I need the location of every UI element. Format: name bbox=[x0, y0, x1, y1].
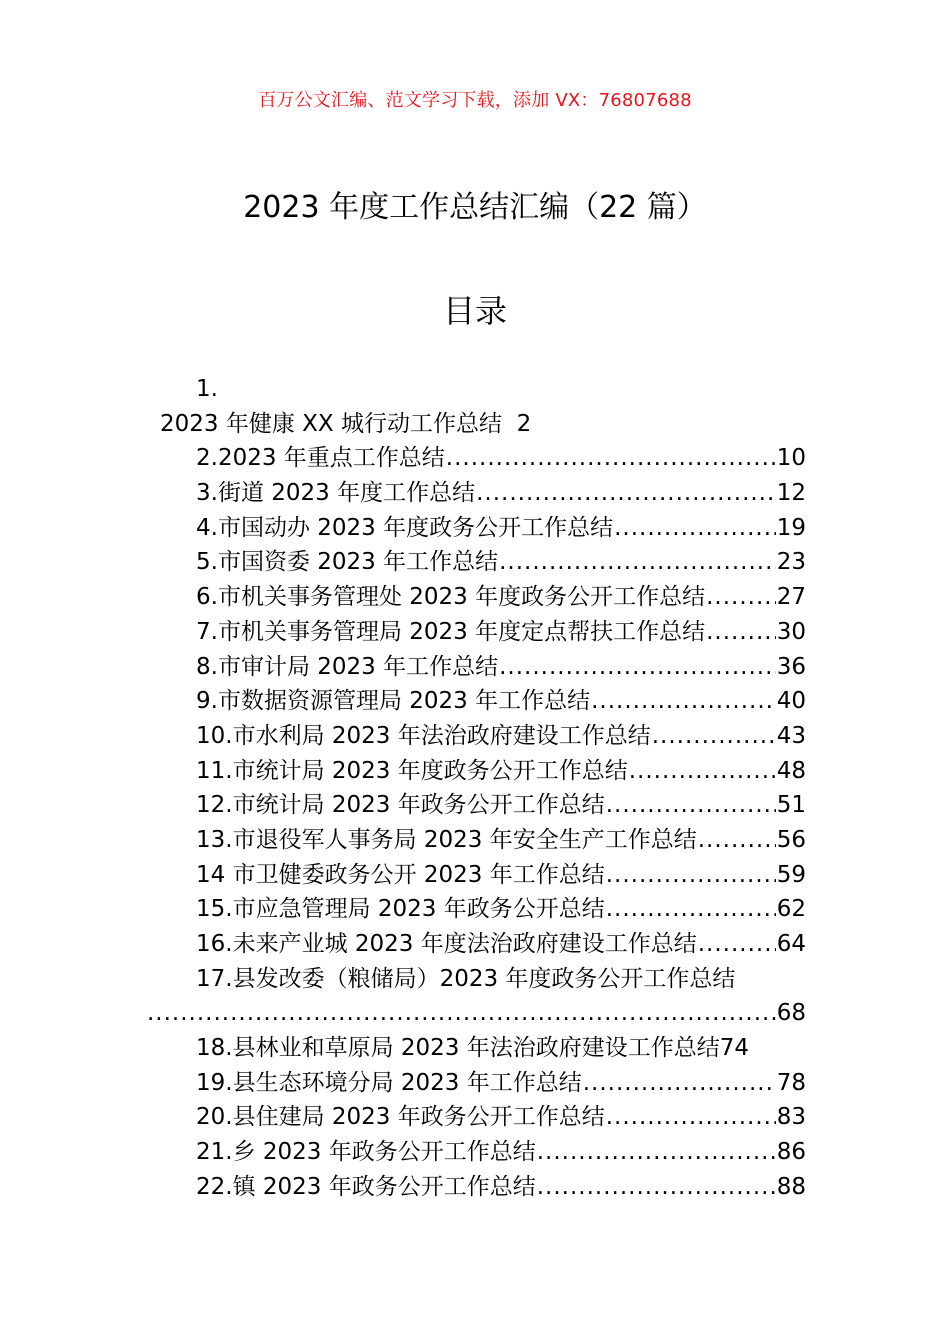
toc-entry-17[interactable] bbox=[146, 962, 806, 997]
toc-entry-page: 19 bbox=[776, 514, 806, 541]
toc-entry-text: 3.街道 2023 年度工作总结 bbox=[196, 480, 476, 507]
toc-entry-page: 56 bbox=[776, 826, 806, 853]
toc-entry-page: 78 bbox=[776, 1069, 806, 1096]
toc-entry[interactable] bbox=[146, 788, 806, 823]
toc-entry[interactable] bbox=[146, 1170, 806, 1205]
table-of-contents bbox=[146, 372, 806, 1205]
toc-entry-text: 16.未来产业城 2023 年度法治政府建设工作总结 bbox=[196, 931, 697, 957]
toc-entry-page: 30 bbox=[776, 618, 806, 645]
toc-entry[interactable] bbox=[146, 1066, 806, 1101]
toc-entry[interactable] bbox=[146, 476, 806, 511]
toc-entry-page: 40 bbox=[776, 688, 806, 715]
toc-entry-18[interactable] bbox=[146, 1031, 806, 1066]
toc-entry[interactable] bbox=[146, 545, 806, 580]
toc-entry[interactable] bbox=[146, 927, 806, 962]
toc-leader-dots bbox=[706, 580, 776, 615]
toc-leader-dots bbox=[629, 754, 776, 789]
toc-entry-page: 86 bbox=[776, 1139, 806, 1166]
toc-entry-page: 51 bbox=[776, 792, 806, 819]
toc-entry-page: 83 bbox=[776, 1104, 806, 1131]
toc-leader-dots bbox=[147, 996, 776, 1031]
toc-leader-dots bbox=[614, 511, 776, 546]
toc-entry-text: 13.市退役军人事务局 2023 年安全生产工作总结 bbox=[196, 826, 697, 853]
toc-entry[interactable] bbox=[146, 650, 806, 685]
toc-entry-text: 14 市卫健委政务公开 2023 年工作总结 bbox=[196, 861, 605, 888]
toc-entry-text: 8.市审计局 2023 年工作总结 bbox=[196, 653, 499, 680]
toc-entry-17-text: 17.县发改委（粮储局）2023 年度政务公开工作总结 bbox=[196, 965, 736, 992]
toc-entry-text: 22.镇 2023 年政务公开工作总结 bbox=[196, 1173, 536, 1200]
toc-leader-dots bbox=[499, 650, 776, 685]
toc-leader-dots bbox=[652, 719, 776, 754]
toc-entry-text: 5.市国资委 2023 年工作总结 bbox=[196, 549, 499, 576]
toc-entry-text: 9.市数据资源管理局 2023 年工作总结 bbox=[196, 688, 591, 715]
toc-entry-18-page: 74 bbox=[719, 1035, 750, 1062]
document-title: 2023 年度工作总结汇编（22 篇） bbox=[243, 190, 707, 225]
toc-entry-1-text: 2023 年健康 XX 城行动工作总结 bbox=[160, 410, 502, 437]
toc-leader-dots bbox=[591, 684, 776, 719]
toc-entry[interactable] bbox=[146, 1100, 806, 1135]
toc-entry-text: 11.市统计局 2023 年度政务公开工作总结 bbox=[196, 757, 628, 784]
toc-entry-1[interactable] bbox=[146, 407, 806, 442]
toc-entry-page: 43 bbox=[776, 722, 806, 749]
toc-leader-dots bbox=[446, 441, 776, 476]
toc-entry-text: 15.市应急管理局 2023 年政务公开总结 bbox=[196, 896, 605, 923]
toc-entry-text: 19.县生态环境分局 2023 年工作总结 bbox=[196, 1069, 582, 1096]
toc-leader-dots bbox=[537, 1135, 776, 1170]
toc-entry[interactable] bbox=[146, 823, 806, 858]
toc-entry-page: 36 bbox=[776, 653, 806, 680]
toc-entry-1-page: 2 bbox=[516, 410, 532, 437]
toc-entry[interactable] bbox=[146, 1135, 806, 1170]
toc-entry[interactable] bbox=[146, 580, 806, 615]
toc-entry-page: 64 bbox=[776, 931, 806, 957]
header-note: 百万公文汇编、范文学习下载，添加 VX：76807688 bbox=[258, 90, 692, 111]
toc-leader-dots bbox=[606, 788, 776, 823]
toc-leader-dots bbox=[583, 1066, 776, 1101]
toc-entry-18-text: 18.县林业和草原局 2023 年法治政府建设工作总结 bbox=[196, 1035, 720, 1062]
toc-leader-dots bbox=[499, 545, 776, 580]
toc-entry-page: 59 bbox=[776, 861, 806, 888]
toc-entry-text: 10.市水利局 2023 年法治政府建设工作总结 bbox=[196, 722, 651, 749]
toc-entry[interactable] bbox=[146, 892, 806, 927]
toc-leader-dots bbox=[698, 823, 776, 858]
toc-entry-page: 12 bbox=[776, 480, 806, 507]
toc-entry[interactable] bbox=[146, 615, 806, 650]
toc-entry[interactable] bbox=[146, 719, 806, 754]
toc-leader-dots bbox=[606, 858, 776, 893]
toc-entry-1-number: 1. bbox=[196, 376, 218, 402]
toc-entry-text: 12.市统计局 2023 年政务公开工作总结 bbox=[196, 792, 605, 819]
toc-entry[interactable] bbox=[146, 511, 806, 546]
toc-entry-text: 2.2023 年重点工作总结 bbox=[196, 445, 445, 472]
toc-leader-dots bbox=[476, 476, 776, 511]
toc-entry-page: 88 bbox=[776, 1173, 806, 1200]
toc-entry-text: 6.市机关事务管理处 2023 年度政务公开工作总结 bbox=[196, 584, 706, 611]
toc-entry-text: 7.市机关事务管理局 2023 年度定点帮扶工作总结 bbox=[196, 618, 706, 645]
toc-entry-page: 10 bbox=[776, 445, 806, 472]
toc-entry-text: 20.县住建局 2023 年政务公开工作总结 bbox=[196, 1104, 605, 1131]
toc-leader-dots bbox=[606, 892, 776, 927]
toc-entry-text: 4.市国动办 2023 年度政务公开工作总结 bbox=[196, 514, 614, 541]
toc-entry[interactable] bbox=[146, 441, 806, 476]
toc-entry-page: 23 bbox=[776, 549, 806, 576]
toc-entry[interactable] bbox=[146, 858, 806, 893]
toc-entry-17-continuation[interactable] bbox=[146, 996, 806, 1031]
toc-heading: 目录 bbox=[442, 292, 507, 330]
toc-entry-17-page: 68 bbox=[776, 1000, 806, 1027]
toc-entry-page: 48 bbox=[776, 757, 806, 784]
toc-entry-text: 21.乡 2023 年政务公开工作总结 bbox=[196, 1139, 536, 1166]
toc-entry-page: 62 bbox=[776, 896, 806, 923]
toc-entry[interactable] bbox=[146, 684, 806, 719]
toc-leader-dots bbox=[698, 927, 776, 962]
toc-entry[interactable] bbox=[146, 754, 806, 789]
toc-leader-dots bbox=[606, 1100, 776, 1135]
toc-entry-page: 27 bbox=[776, 584, 806, 611]
toc-leader-dots bbox=[706, 615, 776, 650]
toc-leader-dots bbox=[537, 1170, 776, 1205]
